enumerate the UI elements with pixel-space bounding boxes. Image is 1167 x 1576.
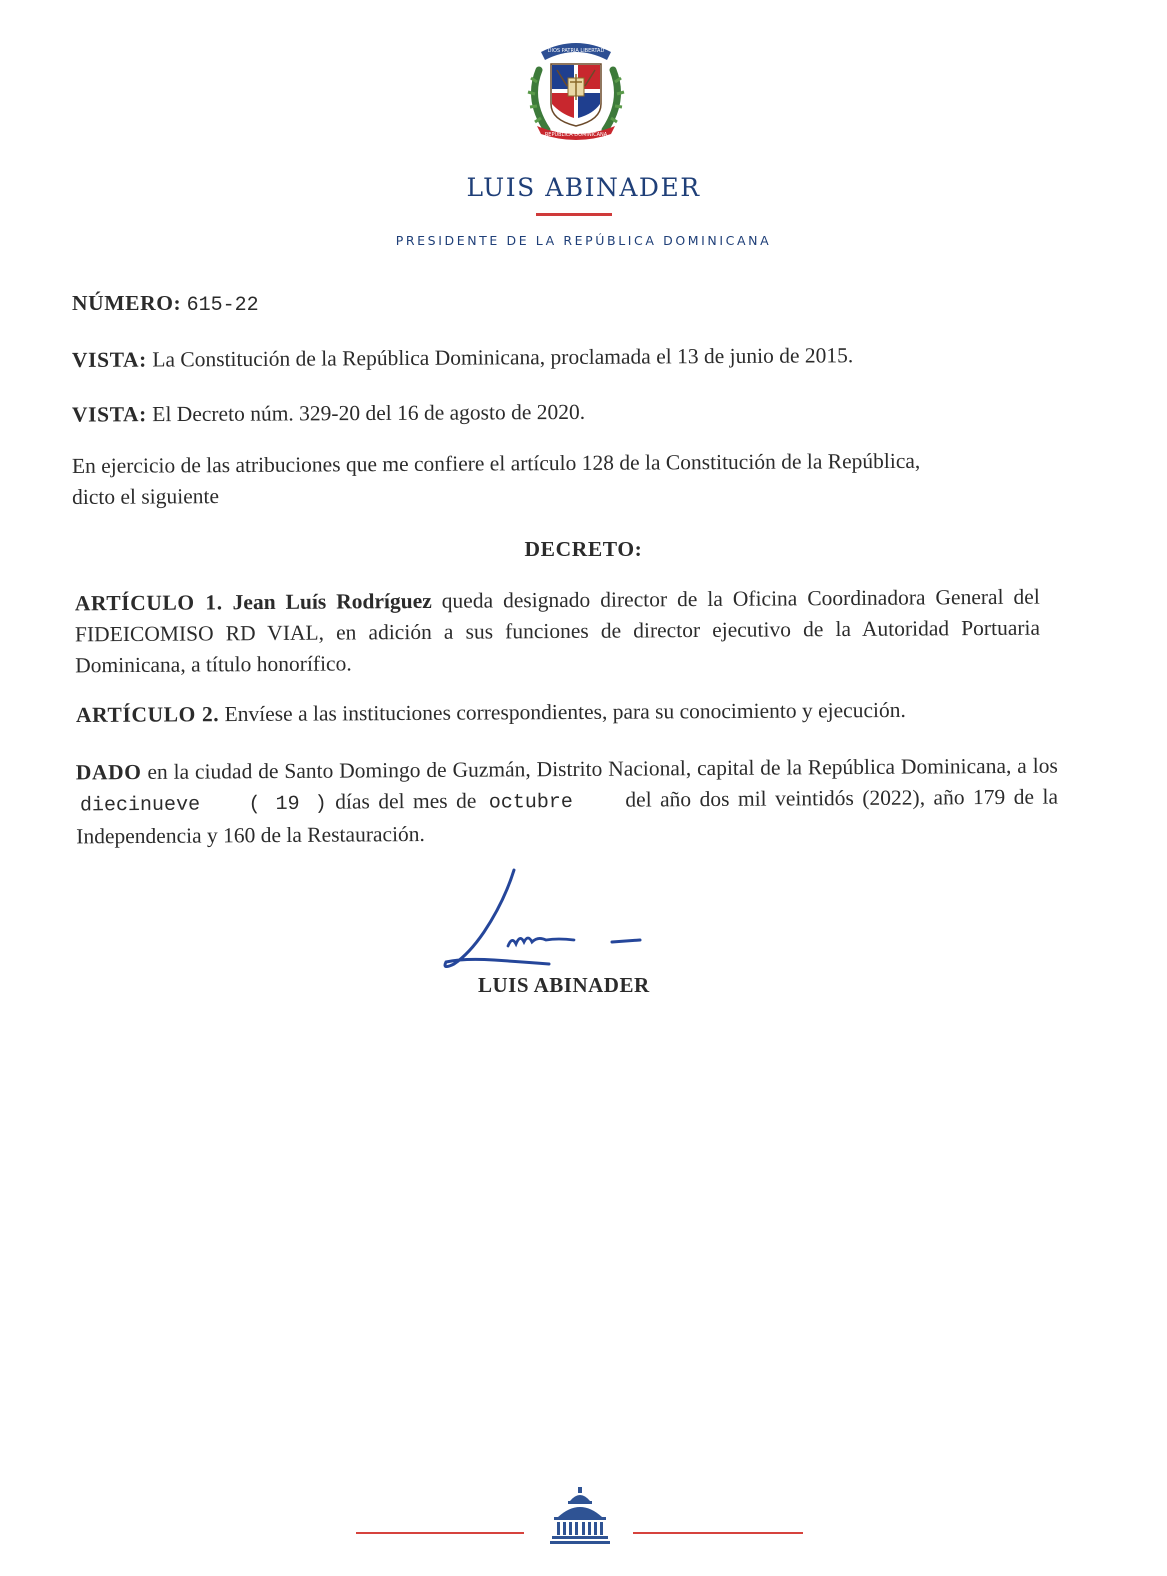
handwritten-signature — [434, 862, 654, 982]
dado-label: DADO — [75, 759, 142, 785]
article-2 — [76, 694, 1061, 731]
palace-dome-icon — [548, 1487, 612, 1545]
vista-decree — [72, 394, 1057, 430]
vista-text: La Constitución de la República Dominicana, proclamada el 13 de junio de 2015. — [152, 343, 854, 372]
article-1-label: ARTÍCULO 1. — [74, 590, 223, 616]
vista-label: VISTA: — [71, 347, 147, 373]
svg-text:REPÚBLICA DOMINICANA: REPÚBLICA DOMINICANA — [544, 132, 608, 138]
article-2-label: ARTÍCULO 2. — [75, 702, 220, 728]
article-1-text: queda designado director de la Oficina Coordinadora General del FIDEICOMISO RD VIAL, en adición a sus funciones de director ejecutivo de la Autoridad Portuaria Dominicana, a título honorífico. — [74, 584, 1041, 678]
preamble-paragraph — [72, 445, 1057, 513]
decree-number-value: 615-22 — [186, 294, 259, 317]
decree-heading: DECRETO: — [524, 537, 643, 561]
appointee-name: Jean Luís Rodríguez — [232, 588, 432, 615]
footer-rule-left — [356, 1532, 524, 1534]
month-name: octubre — [488, 790, 573, 815]
preamble-line-2: dicto el siguiente — [72, 484, 220, 510]
dado-text-3: del año dos mil veintidós (2022), año 179 de la Independencia y 160 de la Restauración. — [76, 784, 1059, 849]
dado-text-1: en la ciudad de Santo Domingo de Guzmán, Distrito Nacional, capital de la República Dominicana, a los — [147, 753, 1058, 784]
dado-text-2: días del mes de — [335, 788, 477, 814]
footer-rule-right — [633, 1532, 803, 1534]
dado-paragraph — [76, 751, 1059, 853]
svg-text:DIOS PATRIA LIBERTAD: DIOS PATRIA LIBERTAD — [547, 48, 605, 54]
signatory-name: LUIS ABINADER — [478, 973, 650, 997]
article-2-text: Envíese a las instituciones correspondientes, para su conocimiento y ejecución. — [224, 697, 906, 727]
decree-number-label: NÚMERO: — [72, 291, 182, 315]
day-in-words: diecinueve — [79, 793, 201, 818]
vista-label: VISTA: — [71, 402, 147, 427]
vista-text: El Decreto núm. 329-20 del 16 de agosto de 2020. — [152, 399, 586, 427]
article-1 — [75, 582, 1041, 682]
preamble-line-1: En ejercicio de las atribuciones que me confiere el artículo 128 de la Constitución de la República, — [71, 448, 921, 479]
day-number: ( 19 ) — [248, 792, 327, 817]
decree-number — [72, 288, 1057, 321]
letterhead-subtitle: PRESIDENTE DE LA REPÚBLICA DOMINICANA — [395, 233, 772, 248]
vista-constitution — [72, 339, 1057, 376]
letterhead-name: LUIS ABINADER — [466, 173, 701, 202]
coat-of-arms-icon — [521, 30, 631, 142]
letterhead-divider — [536, 213, 612, 216]
